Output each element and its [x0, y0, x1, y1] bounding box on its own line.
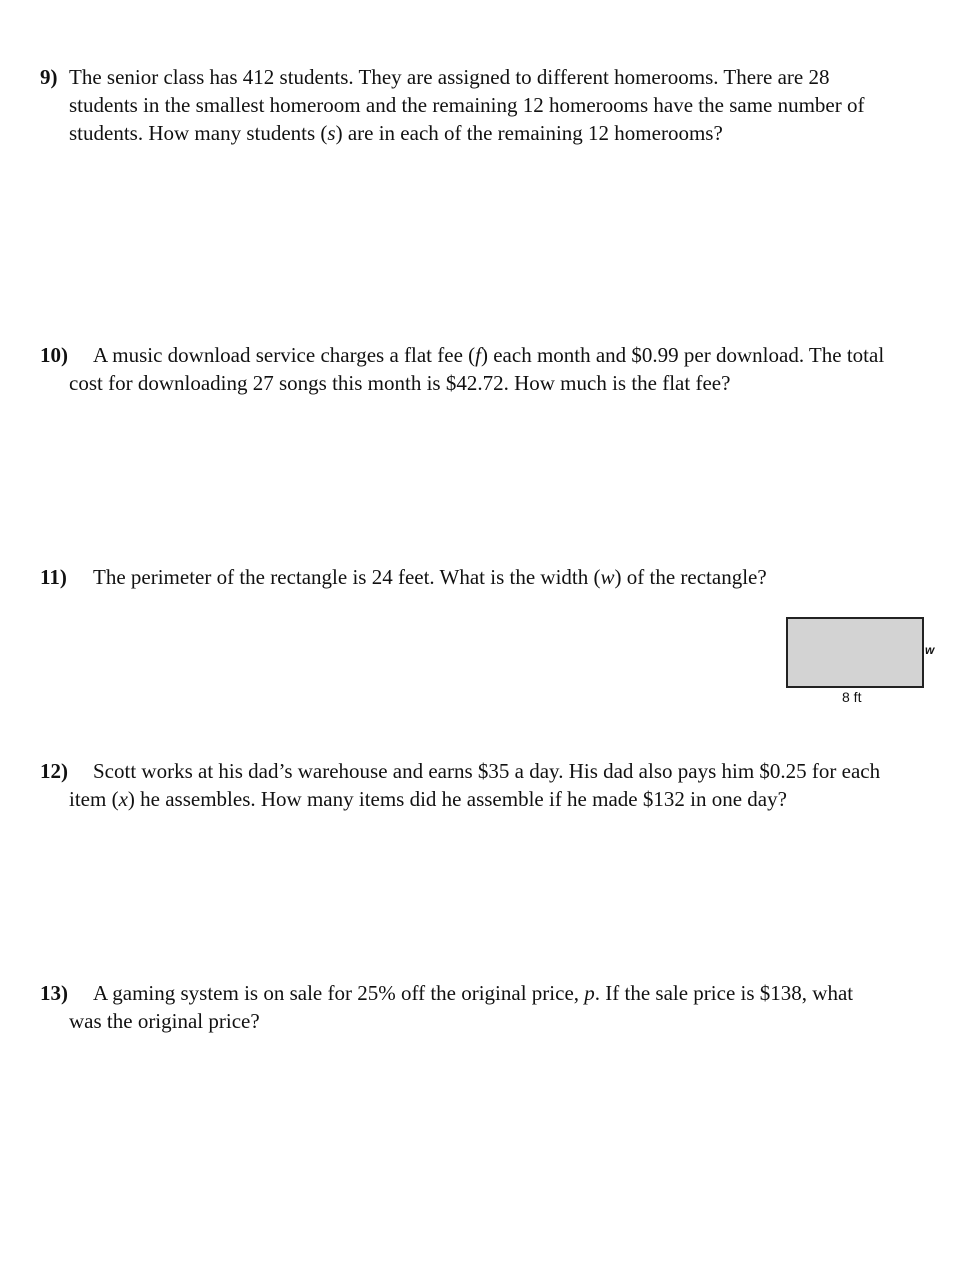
variable-f: f [475, 343, 481, 367]
problem-text: cost for downloading 27 songs this month is $42.72. How much is the flat fee? [69, 371, 731, 395]
rectangle-shape [786, 617, 924, 688]
problem-line [40, 1007, 945, 1035]
problem-line [40, 785, 945, 813]
problem-text: was the original price? [69, 1009, 260, 1033]
problem-text: The perimeter of the rectangle is 24 feet. What is the width ( [93, 565, 601, 589]
problem-text: students in the smallest homeroom and the remaining 12 homerooms have the same number of [69, 93, 865, 117]
problem-text: ) of the rectangle? [614, 565, 767, 589]
problem-line [40, 757, 945, 785]
problem-number: 11) [40, 565, 67, 589]
problem-line [40, 91, 945, 119]
problem-text: students. How many students ( [69, 121, 328, 145]
problem-line [40, 979, 945, 1007]
problem-number: 9) [40, 65, 58, 89]
problem-text: item ( [69, 787, 119, 811]
problem-number: 10) [40, 343, 68, 367]
problem-line [40, 341, 945, 369]
problem-9 [40, 63, 945, 147]
problem-text: . If the sale price is $138, what [594, 981, 854, 1005]
problem-text: A music download service charges a flat fee ( [93, 343, 476, 367]
rectangle-figure [786, 617, 946, 707]
problem-number: 13) [40, 981, 68, 1005]
problem-text: A gaming system is on sale for 25% off the original price, [93, 981, 585, 1005]
problem-text: The senior class has 412 students. They are assigned to different homerooms. There are 28 [69, 65, 830, 89]
problem-line [40, 119, 945, 147]
problem-text: Scott works at his dad’s warehouse and earns $35 a day. His dad also pays him $0.25 for each [93, 759, 881, 783]
variable-s: s [327, 121, 336, 145]
problem-line [40, 63, 945, 91]
problem-text: ) he assembles. How many items did he assemble if he made $132 in one day? [127, 787, 787, 811]
problem-text: ) each month and $0.99 per download. The total [480, 343, 885, 367]
problem-13 [40, 979, 945, 1035]
variable-w: w [600, 565, 615, 589]
variable-x: x [118, 787, 128, 811]
problem-number: 12) [40, 759, 68, 783]
problem-10 [40, 341, 945, 397]
problem-line [40, 563, 945, 591]
problem-12 [40, 757, 945, 813]
problem-line [40, 369, 945, 397]
length-label: 8 ft [842, 689, 862, 705]
problem-11 [40, 563, 945, 591]
problem-text: ) are in each of the remaining 12 homerooms? [335, 121, 723, 145]
variable-p: p [584, 981, 595, 1005]
width-label: w [925, 643, 935, 657]
